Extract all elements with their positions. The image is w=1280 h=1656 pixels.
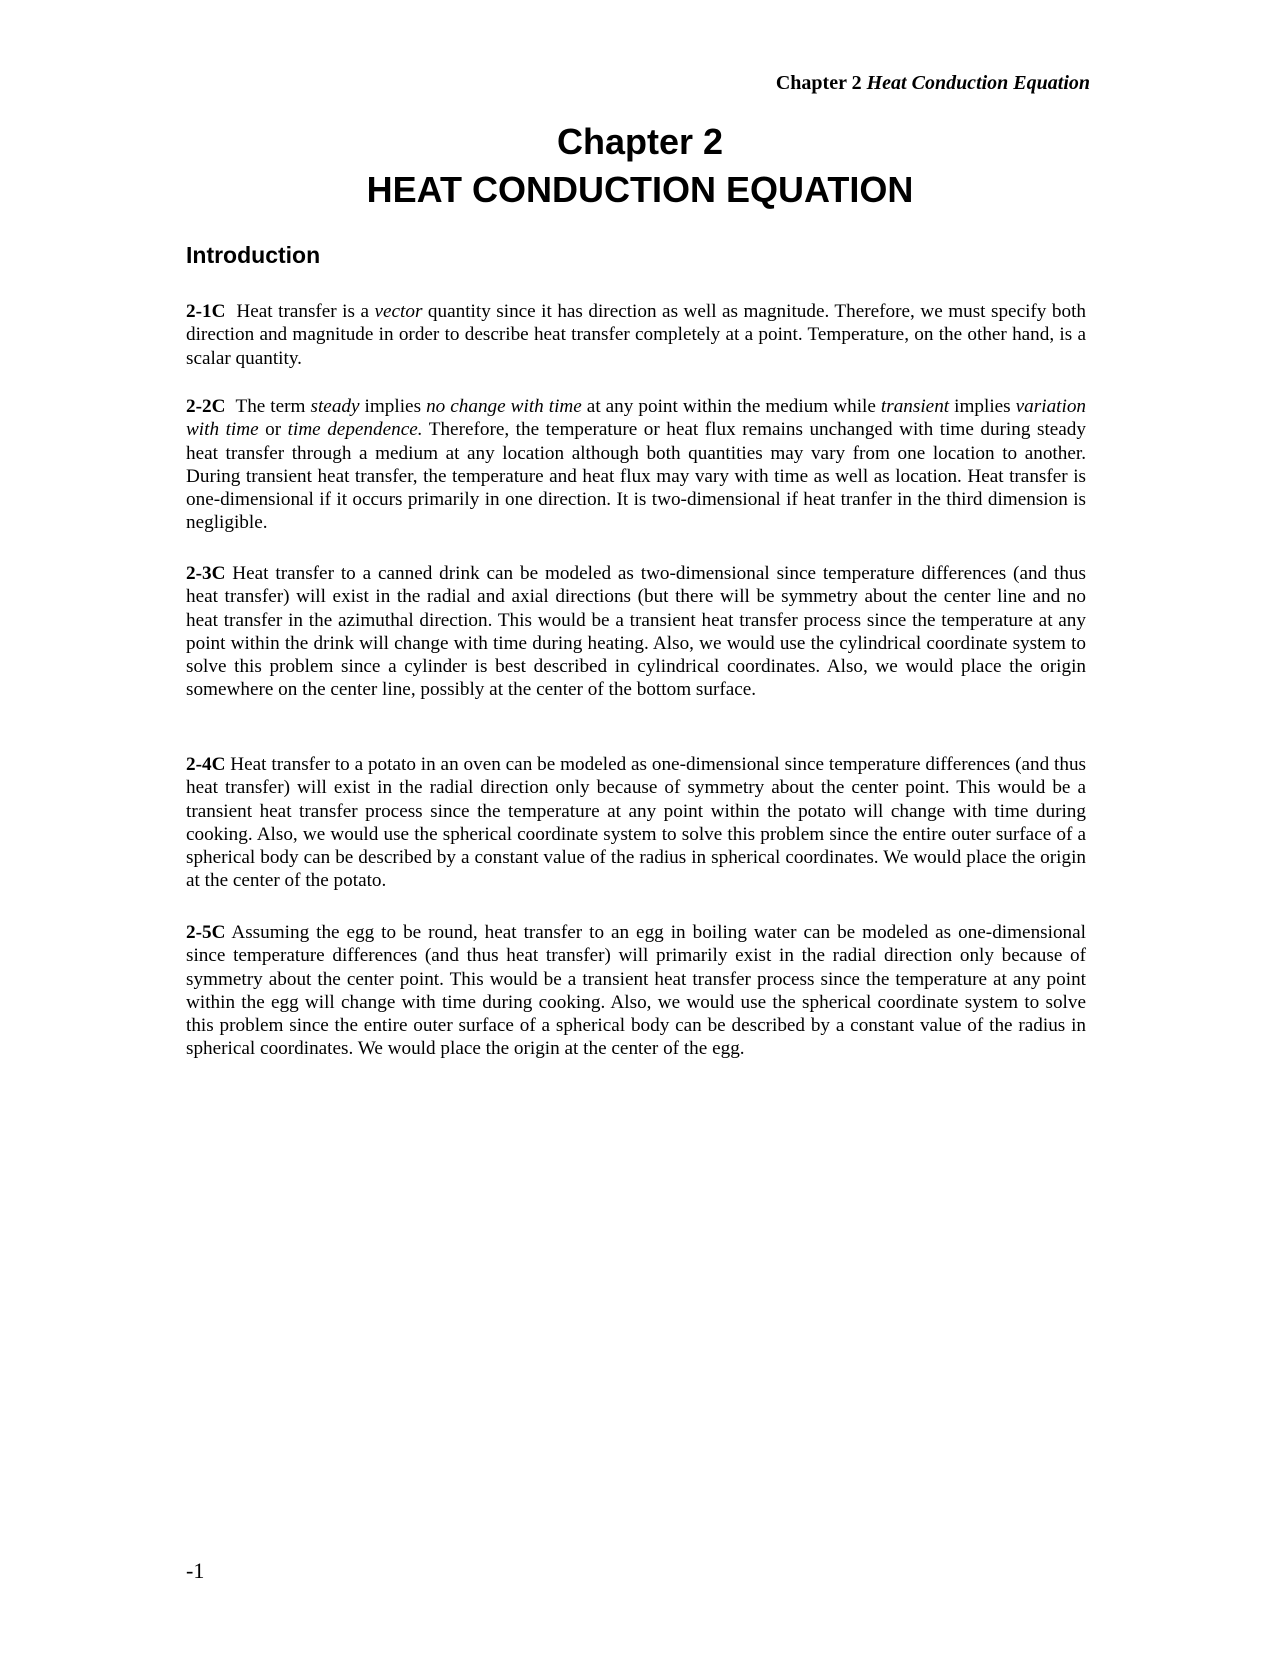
emphasis-text: no change with time (426, 396, 582, 417)
problem-text: or (258, 419, 288, 441)
page-number: -1 (186, 1558, 205, 1583)
problem-text: Heat transfer is a (236, 301, 375, 322)
running-header (776, 72, 1090, 95)
problem-2-2c (186, 395, 1086, 535)
problem-text: The term (235, 396, 311, 417)
chapter-heading: HEAT CONDUCTION EQUATION (366, 169, 914, 210)
problem-number: 2-5C (186, 922, 226, 943)
problem-number: 2-2C (186, 396, 226, 417)
problem-2-3c (186, 562, 1086, 702)
section-heading: Introduction (186, 242, 321, 268)
problem-text: implies (359, 396, 427, 417)
emphasis-text: vector (374, 301, 423, 322)
emphasis-text: transient (880, 396, 950, 417)
problem-2-1c (186, 300, 1086, 370)
problem-text: Assuming the egg to be round, heat transfer to an egg in boiling water can be modeled as one-dimensional since temperature differences (and thus heat transfer) will primarily exist in the radial direction only because of symmetry about the center point. This would be a transient heat transfer process since the temperature at any point within the egg will change with time during cooking. Also, we would use the spherical coordinate system to solve this problem since the entire outer surface of a spherical body can be described by a constant value of the radius in spherical coordinates. We would place the origin at the center of the egg. (186, 922, 1086, 1060)
running-header-title: Heat Conduction Equation (866, 72, 1090, 94)
problem-2-4c (186, 753, 1086, 893)
chapter-title-block (0, 118, 1280, 214)
emphasis-text: variation with time (186, 396, 1087, 441)
problem-text: Heat transfer to a potato in an oven can be modeled as one-dimensional since temperature differences (and thus heat transfer) will exist in the radial direction only because of symmetry about the center point. This would be a transient heat transfer process since the temperature at any point within the potato will change with time during cooking. Also, we would use the spherical coordinate system to solve this problem since the entire outer surface of a spherical body can be described by a constant value of the radius in spherical coordinates. We would place the origin at the center of the potato. (186, 754, 1087, 892)
emphasis-text: steady (310, 396, 360, 417)
problem-text: implies (949, 396, 1016, 417)
chapter-number: Chapter 2 (556, 121, 724, 162)
problem-number: 2-3C (186, 563, 226, 584)
problem-text: at any point within the medium while (581, 396, 881, 417)
problem-text: Heat transfer to a canned drink can be modeled as two-dimensional since temperature differences (and thus heat transfer) will exist in the radial and axial directions (but there will be symmetry about the center line and no heat transfer in the azimuthal direction. This would be a transient heat transfer process since the temperature at any point within the drink will change with time during heating. Also, we would use the cylindrical coordinate system to solve this problem since a cylinder is best described in cylindrical coordinates. Also, we would place the origin somewhere on the center line, possibly at the center of the bottom surface. (186, 563, 1086, 701)
running-header-chapter: Chapter 2 (775, 72, 862, 94)
problem-number: 2-1C (186, 301, 226, 322)
problem-text: quantity since it has direction as well as magnitude. Therefore, we must specify both direction and magnitude in order to describe heat transfer completely at a point. Temperature, on the other hand, is a scalar quantity. (186, 301, 1086, 369)
problem-text: Therefore, the temperature or heat flux remains unchanged with time during steady heat transfer through a medium at any location although both quantities may vary from one location to another. During transient heat transfer, the temperature and heat flux may vary with time as well as location. Heat transfer is one-dimensional if it occurs primarily in one direction. It is two-dimensional if heat tranfer in the third dimension is negligible. (186, 419, 1086, 534)
problem-2-5c (186, 921, 1086, 1061)
problem-number: 2-4C (186, 754, 226, 775)
emphasis-text: time dependence. (287, 419, 423, 441)
